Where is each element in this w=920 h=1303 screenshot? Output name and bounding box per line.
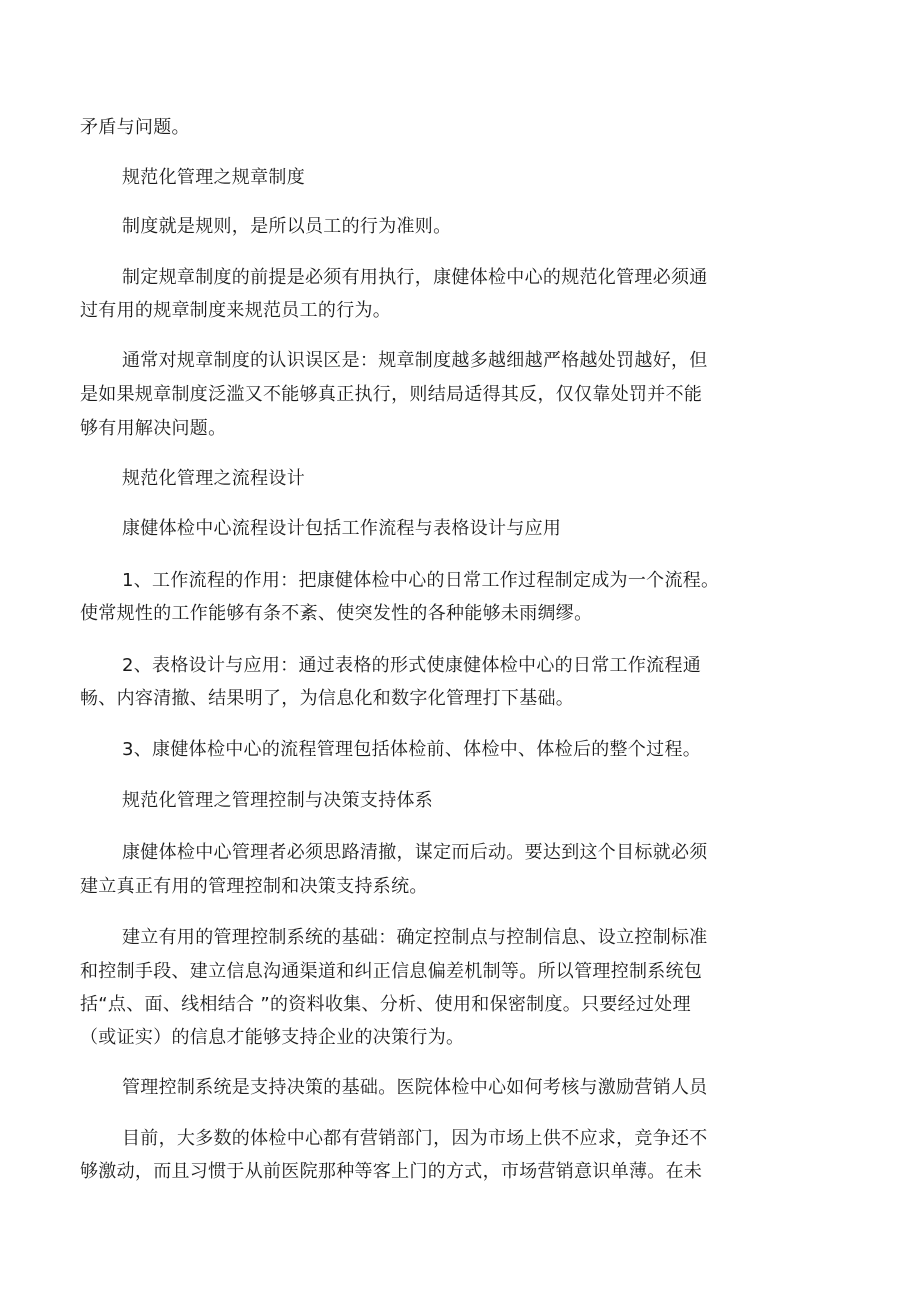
text-line: 2、表格设计与应用：通过表格的形式使康健体检中心的日常工作流程通 [122, 655, 702, 676]
text-line: 括“点、面、线相结合 ”的资料收集、分析、使用和保密制度。只要经过处理 [80, 994, 691, 1015]
text-line: 康健体检中心管理者必须思路清撤，谋定而后动。要达到这个目标就必须 [122, 842, 708, 863]
section-heading: 规范化管理之规章制度 [122, 167, 305, 188]
text-line: （或证实）的信息才能够支持企业的决策行为。 [80, 1027, 465, 1048]
text-line: 矛盾与问题。 [80, 117, 190, 138]
text-line: 1、工作流程的作用：把康健体检中心的日常工作过程制定成为一个流程。 [122, 570, 720, 591]
text-line: 是如果规章制度泛滥又不能够真正执行，则结局适得其反，仅仅靠处罚并不能 [80, 384, 703, 405]
section-heading: 规范化管理之管理控制与决策支持体系 [122, 790, 434, 811]
text-line: 使常规性的工作能够有条不紊、使突发性的各种能够未雨绸缪。 [80, 603, 593, 624]
text-line: 畅、内容清撤、结果明了，为信息化和数字化管理打下基础。 [80, 688, 575, 709]
text-line: 管理控制系统是支持决策的基础。医院体检中心如何考核与激励营销人员 [122, 1077, 708, 1098]
text-line: 够有用解决问题。 [80, 418, 227, 439]
text-line: 3、康健体检中心的流程管理包括体检前、体检中、体检后的整个过程。 [122, 739, 702, 760]
text-line: 制定规章制度的前提是必须有用执行，康健体检中心的规范化管理必须通 [122, 267, 708, 288]
text-line: 目前，大多数的体检中心都有营销部门，因为市场上供不应求，竞争还不 [122, 1128, 708, 1149]
text-line: 够激动，而且习惯于从前医院那种等客上门的方式，市场营销意识单薄。在未 [80, 1161, 703, 1182]
text-line: 建立有用的管理控制系统的基础：确定控制点与控制信息、设立控制标准 [122, 927, 708, 948]
text-line: 康健体检中心流程设计包括工作流程与表格设计与应用 [122, 518, 562, 539]
text-line: 通常对规章制度的认识误区是：规章制度越多越细越严格越处罚越好，但 [122, 350, 708, 371]
section-heading: 规范化管理之流程设计 [122, 468, 305, 489]
text-line: 过有用的规章制度来规范员工的行为。 [80, 300, 392, 321]
text-line: 建立真正有用的管理控制和决策支持系统。 [80, 876, 428, 897]
text-line: 制度就是规则，是所以员工的行为准则。 [122, 216, 452, 237]
text-line: 和控制手段、建立信息沟通渠道和纠正信息偏差机制等。所以管理控制系统包 [80, 961, 703, 982]
